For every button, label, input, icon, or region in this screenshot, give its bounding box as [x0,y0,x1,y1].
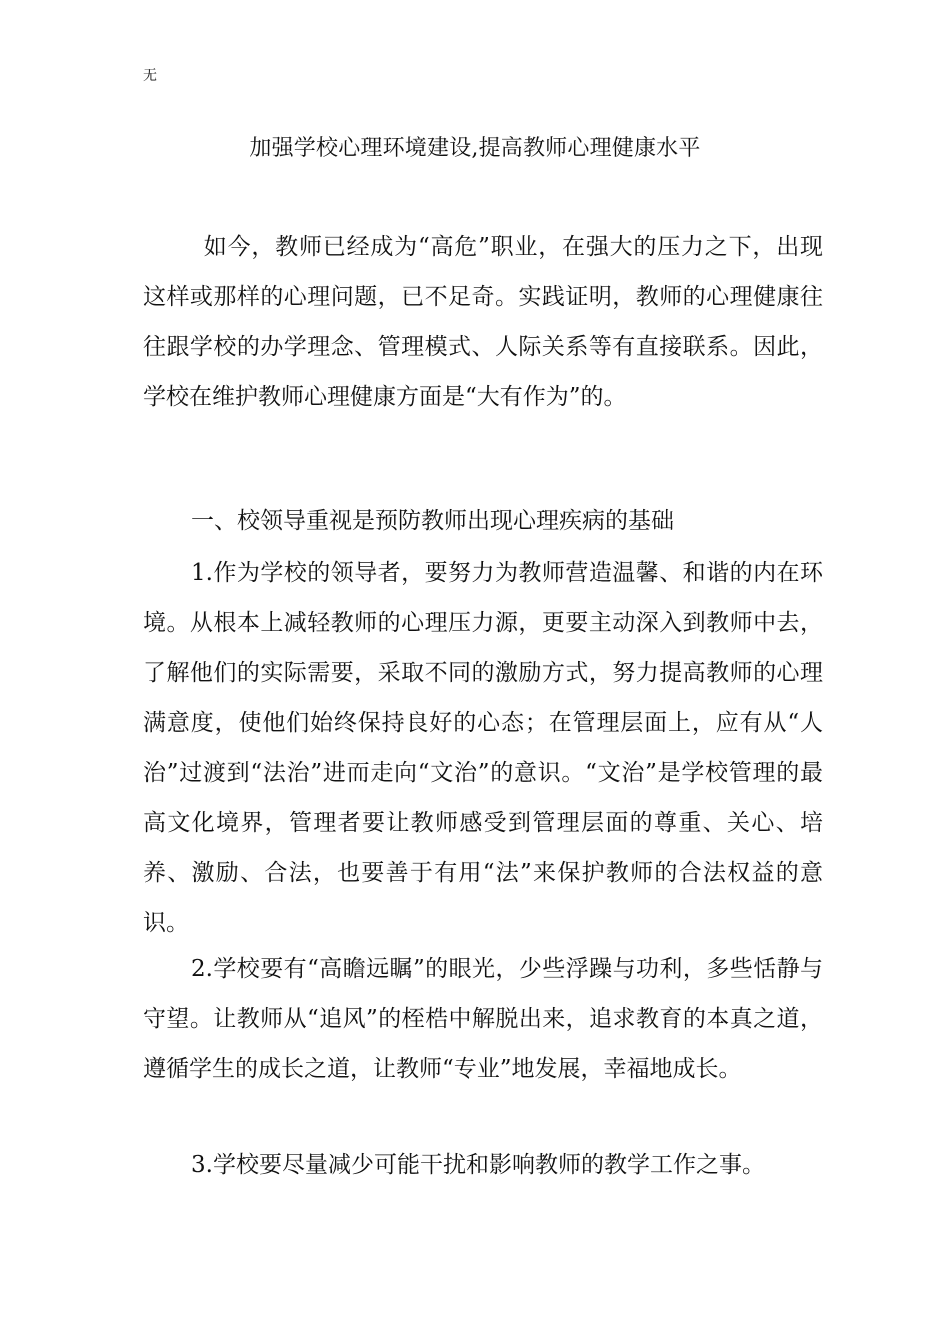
header-note: 无 [143,68,157,84]
paragraph-1 [143,548,823,948]
intro-paragraph [143,222,823,422]
paragraph-2-text: 2.学校要有“高瞻远瞩”的眼光，少些浮躁与功利，多些恬静与守望。让教师从“追风”的桎梏中解脱出来，追求教育的本真之道，遵循学生的成长之道，让教师“专业”地发展，幸福地成长。 [143,956,823,1082]
document-title: 加强学校心理环境建设,提高教师心理健康水平 [249,136,701,161]
paragraph-1-text: 1.作为学校的领导者，要努力为教师营造温馨、和谐的内在环境。从根本上减轻教师的心理压力源，更要主动深入到教师中去，了解他们的实际需要，采取不同的激励方式，努力提高教师的心理满意度，使他们始终保持良好的心态；在管理层面上，应有从“人治”过渡到“法治”进而走向“文治”的意识。“文治”是学校管理的最高文化境界，管理者要让教师感受到管理层面的尊重、关心、培养、激励、合法，也要善于有用“法”来保护教师的合法权益的意识。 [143,560,823,936]
paragraph-2 [143,944,823,1094]
section-heading [143,496,823,546]
paragraph-3-text: 3.学校要尽量减少可能干扰和影响教师的教学工作之事。 [191,1152,765,1178]
paragraph-3 [143,1140,823,1190]
section-heading-text: 一、校领导重视是预防教师出现心理疾病的基础 [191,508,674,534]
intro-text: 如今，教师已经成为“高危”职业，在强大的压力之下，出现这样或那样的心理问题，已不足奇。实践证明，教师的心理健康往往跟学校的办学理念、管理模式、人际关系等有直接联系。因此，学校在维护教师心理健康方面是“大有作为”的。 [143,234,823,410]
